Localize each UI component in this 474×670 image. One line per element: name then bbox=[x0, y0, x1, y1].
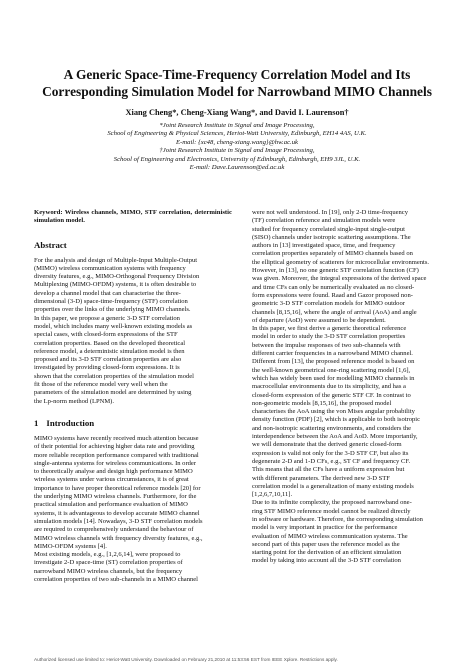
text-line: (SISO) channels under isotropic scattering assumptions. The bbox=[252, 233, 411, 241]
text-line: correlation properties separately of MIMO channels based on bbox=[252, 250, 413, 258]
text-line: MIMO-OFDM systems [4]. bbox=[34, 542, 107, 550]
affiliation-line: *Joint Research Institute in Signal and Image Processing, bbox=[159, 122, 315, 129]
text-line: and time CFs can only be numerically evaluated as no closed- bbox=[252, 283, 415, 291]
affiliation-email: E-mail: Dave.Laurenson@ed.ac.uk bbox=[189, 164, 285, 172]
text-line: model is very important in practice for the performance bbox=[252, 524, 398, 532]
text-line: channels [8,15,16], where the angle of arrival (AoA) and angle bbox=[252, 308, 417, 316]
text-line: fit those of the reference model very well when the bbox=[34, 381, 168, 389]
text-line: studied for frequency correlated single-input single-output bbox=[252, 225, 405, 233]
abstract-body bbox=[34, 257, 232, 406]
text-line: reference model, a deterministic simulation model is then bbox=[34, 347, 185, 355]
text-line: However, in [13], no one generic STF correlation function (CF) bbox=[252, 267, 419, 275]
text-line: (MIMO) wireless communication systems with frequency bbox=[34, 264, 186, 272]
right-column bbox=[252, 209, 442, 566]
text-line: dimensional (3-D) space-time-frequency (STF) correlation bbox=[34, 298, 188, 306]
introduction-heading bbox=[34, 418, 232, 428]
text-line: parameters of the simulation model are determined by using bbox=[34, 389, 192, 397]
text-line: degenerate 2-D and 1-D CFs, e.g., ST CF and frequency CF. bbox=[252, 457, 411, 465]
text-line: importance to have proper theoretical reference models [20] for bbox=[34, 484, 201, 492]
text-line: investigate 2-D space-time (ST) correlation properties of bbox=[34, 559, 183, 567]
text-line: practical simulation and performance evaluation of MIMO bbox=[34, 501, 188, 509]
text-line: Multiplexing (MIMO-OFDM) systems, it is often desirable to bbox=[34, 281, 197, 289]
text-line: model by taking into account all the 3-D STF correlation bbox=[252, 557, 401, 565]
text-line: shown that the correlation properties of the simulation model bbox=[34, 372, 194, 380]
text-line: Different from [13], the proposed reference model is based on bbox=[252, 358, 415, 366]
text-line: interdependence between the AoA and AoD. More importantly, bbox=[252, 433, 418, 441]
right-column-body bbox=[252, 209, 442, 566]
text-line: Due to its infinite complexity, the proposed narrowband one- bbox=[252, 499, 412, 507]
text-line: [1,2,6,7,10,11]. bbox=[252, 491, 293, 499]
text-line: Most existing models, e.g., [1,2,6,14], were proposed to bbox=[34, 551, 181, 559]
text-line: more reliable reception performance compared with traditional bbox=[34, 451, 199, 459]
affiliation-line: School of Engineering & Physical Sciences, Heriot-Watt University, Edinburgh, EH14 4AS, U.K. bbox=[107, 130, 367, 138]
text-line: diversity features, e.g., MIMO-Orthogonal Frequency Division bbox=[34, 273, 200, 281]
introduction-body bbox=[34, 435, 232, 584]
text-line: simulation models [14]. Nowadays, 3-D STF correlation models bbox=[34, 517, 203, 525]
affiliation-line: School of Engineering and Electronics, University of Edinburgh, Edinburgh, EH9 3JL, U.K. bbox=[113, 155, 361, 163]
text-line: model, which includes many well-known existing models as bbox=[34, 322, 193, 330]
text-line: closed-form expression of the generic STF CF. In contrast to bbox=[252, 391, 411, 399]
text-line: systems, it is advantageous to develop accurate MIMO channel bbox=[34, 509, 200, 517]
text-line: develop a channel model that can characterise the three- bbox=[34, 289, 181, 297]
text-line: starting point for the derivation of an efficient simulation bbox=[252, 549, 402, 557]
text-line: MIMO systems have recently received much attention because bbox=[34, 434, 199, 442]
text-line: are required to comprehensively understand the behaviour of bbox=[34, 526, 194, 534]
text-line: to theoretically analyse and design high performance MIMO bbox=[34, 468, 193, 476]
text-line: was given. Moreover, the integral expressions of the derived space bbox=[252, 275, 427, 283]
affiliation-line: †Joint Research Institute in Signal and Image Processing, bbox=[159, 147, 315, 155]
text-line: authors in [13] investigated space, time, and frequency bbox=[252, 242, 396, 250]
text-line: were not well understood. In [19], only 2-D time-frequency bbox=[252, 209, 408, 216]
text-line: This means that all the CFs have a uniform expression but bbox=[252, 466, 405, 474]
text-line: investigated by providing closed-form expressions. It is bbox=[34, 364, 180, 372]
affiliation-email: E-mail: {xc48, cheng-xiang.wang}@hw.ac.uk bbox=[175, 138, 299, 146]
text-line: in software or hardware. Therefore, the corresponding simulation bbox=[252, 515, 423, 523]
paper-title bbox=[20, 66, 454, 100]
title-line-1: A Generic Space-Time-Frequency Correlation Model and Its bbox=[63, 67, 411, 82]
left-column bbox=[34, 209, 232, 584]
abstract-heading: Abstract bbox=[34, 239, 67, 250]
section-number: 1 bbox=[34, 417, 39, 428]
text-line: ring STF MIMO reference model cannot be realized directly bbox=[252, 507, 411, 515]
text-line: the well-known geometrical one-ring scattering model [1,6], bbox=[252, 366, 411, 374]
text-line: the Lp-norm method (LPNM). bbox=[34, 397, 115, 405]
text-line: geometric 3-D STF correlation models for MIMO outdoor bbox=[252, 300, 405, 308]
text-line: characterises the AoA using the von Mises angular probability bbox=[252, 408, 415, 416]
license-footer: Authorized licensed use limited to: Heriot-Watt University. Downloaded on February 21,2010 at 11:53:56 EST from IEEE Xplore. Restrictions apply. bbox=[34, 657, 338, 662]
text-line: narrowband MIMO wireless channels, but the frequency bbox=[34, 567, 183, 575]
text-line: second part of this paper uses the reference model as the bbox=[252, 540, 400, 548]
text-line: model in order to study the 3-D STF correlation properties bbox=[252, 333, 406, 341]
text-line: In this paper, we first derive a generic theoretical reference bbox=[252, 325, 407, 333]
text-line: correlation properties. Based on the developed theoretical bbox=[34, 339, 186, 347]
text-line: In this paper, we propose a generic 3-D STF correlation bbox=[34, 314, 180, 322]
text-line: of their potential for achieving higher data rate and providing bbox=[34, 443, 195, 451]
text-line: of departure (AoD) were assumed to be dependent. bbox=[252, 316, 386, 324]
text-line: macrocellular environments due to its simplicity, and has a bbox=[252, 383, 406, 391]
text-line: correlation properties of two sub-channels in a MIMO channel bbox=[34, 575, 198, 583]
text-line: wireless systems under various circumstances, it is of great bbox=[34, 476, 189, 484]
text-line: MIMO wireless channels with frequency diversity features, e.g., bbox=[34, 534, 203, 542]
text-line: density function (PDF) [2], which is applicable to both isotropic bbox=[252, 416, 421, 424]
text-line: special cases, with closed-form expressions of the STF bbox=[34, 331, 178, 339]
text-line: which has widely been used for modelling MIMO channels in bbox=[252, 374, 415, 382]
text-line: For the analysis and design of Multiple-Input Multiple-Output bbox=[34, 256, 198, 264]
affiliations bbox=[20, 122, 454, 172]
text-line: properties over the links of the underlying MIMO channels. bbox=[34, 306, 191, 314]
text-line: evaluation of MIMO wireless communication systems. The bbox=[252, 532, 408, 540]
author-list: Xiang Cheng*, Cheng-Xiang Wang*, and David I. Laurenson† bbox=[125, 108, 349, 117]
text-line: the elliptical geometry of scatterers for microcellular environments. bbox=[252, 258, 430, 266]
text-line: between the impulse responses of two sub-channels with bbox=[252, 341, 401, 349]
text-line: (TF) correlation reference and simulation models were bbox=[252, 217, 396, 225]
text-line: and non-isotropic scattering environments, and considers the bbox=[252, 424, 412, 432]
text-line: expression is valid not only for the 3-D STF CF, but also its bbox=[252, 449, 409, 457]
text-line: form expressions were found. Raad and Gazor proposed non- bbox=[252, 291, 413, 299]
text-line: we will demonstrate that the derived generic closed-form bbox=[252, 441, 402, 449]
text-line: single-antenna systems for wireless communications. In order bbox=[34, 459, 196, 467]
text-line: correlation model is a generalization of many existing models bbox=[252, 482, 414, 490]
text-line: the underlying MIMO wireless channels. Furthermore, for the bbox=[34, 493, 197, 501]
text-line: with different parameters. The derived new 3-D STF bbox=[252, 474, 390, 482]
section-title: Introduction bbox=[46, 417, 95, 428]
text-line: non-geometric models [8,15,16], the proposed model bbox=[252, 399, 392, 407]
keywords: Keyword: Wireless channels, MIMO, STF correlation, deterministic simulation model. bbox=[34, 209, 232, 225]
text-line: different carrier frequencies in a narrowband MIMO channel. bbox=[252, 350, 413, 358]
text-line: proposed and its 3-D STF correlation properties are also bbox=[34, 356, 182, 364]
title-line-2: Corresponding Simulation Model for Narrowband MIMO Channels bbox=[42, 84, 432, 99]
